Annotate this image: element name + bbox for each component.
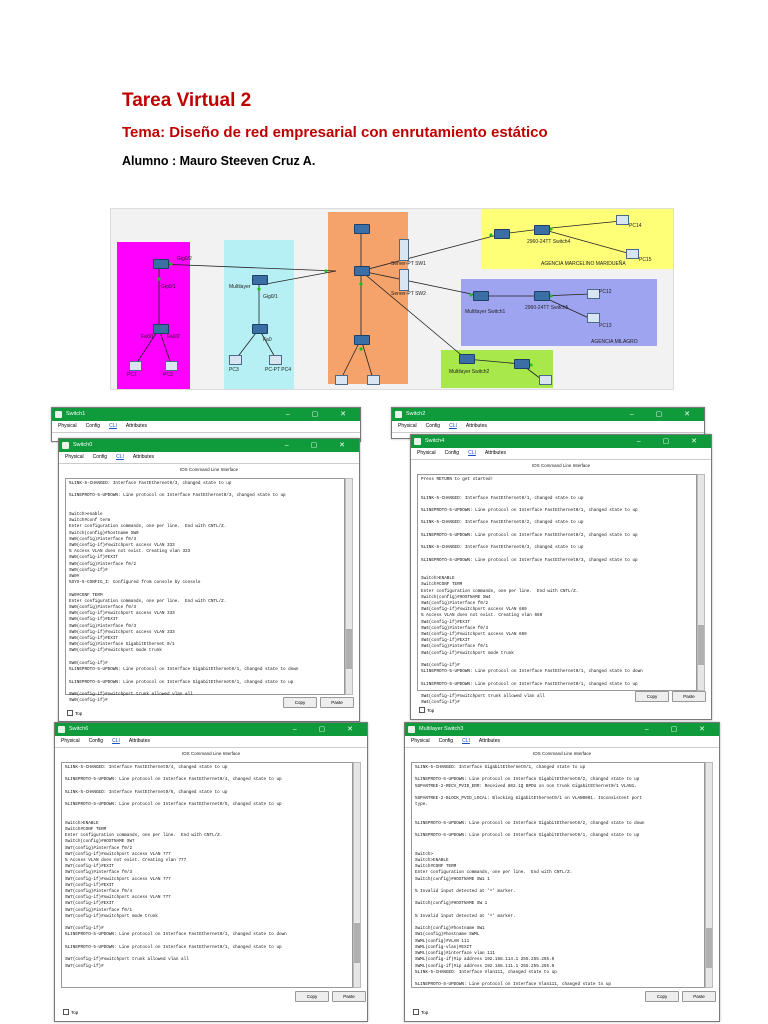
window-title: Switch1 bbox=[66, 411, 86, 417]
cli-line: %SPANTREE-2-BLOCK_PVID_LOCAL: Blocking GigabitEthernet0/1 on VLAN0001. Inconsistent port bbox=[415, 796, 642, 802]
checkbox-label: Top bbox=[71, 1010, 79, 1015]
cli-terminal[interactable] bbox=[61, 762, 353, 988]
cli-line: SW4(config-if)#switchport mode trunk bbox=[421, 650, 514, 656]
app-icon bbox=[62, 442, 69, 449]
cli-header: IOS Command Line Interface bbox=[531, 463, 591, 468]
tab-cli[interactable]: CLI bbox=[112, 738, 120, 744]
cli-line: SWML(config-vlan)#EXIT bbox=[415, 944, 472, 950]
server-icon bbox=[399, 239, 409, 261]
cli-line: SW7(config)#interface f0/4 bbox=[65, 889, 133, 895]
cli-line: Enter configuration commands, one per line. End with CNTL/Z. bbox=[69, 598, 227, 604]
cli-line: Enter configuration commands, one per line. End with CNTL/Z. bbox=[421, 588, 579, 594]
paste-button[interactable]: Paste bbox=[672, 691, 706, 702]
tab-config[interactable]: Config bbox=[425, 423, 441, 429]
tab-physical[interactable]: Physical bbox=[411, 738, 430, 744]
tab-bar bbox=[411, 448, 711, 460]
cli-line: SW7(config-if)#EXIT bbox=[65, 864, 114, 870]
pc-icon bbox=[165, 361, 178, 371]
cli-line: SW0(config-if)#switchport access VLAN 333 bbox=[69, 543, 175, 549]
window-titlebar[interactable] bbox=[411, 435, 711, 448]
cli-line: SW4(config-if)#EXIT bbox=[421, 638, 470, 644]
tab-config[interactable]: Config bbox=[438, 738, 454, 744]
cli-line: SW0#CONF TERM bbox=[69, 592, 103, 598]
cli-line: SW1(config)#hostname SWML bbox=[415, 932, 480, 938]
multilayer-switch-icon bbox=[252, 275, 268, 285]
cli-line: SW7(config-if)# bbox=[65, 926, 104, 932]
app-icon bbox=[58, 726, 65, 733]
cli-line: SW7(config)#interface f0/2 bbox=[65, 845, 133, 851]
cli-line: SWML(config)#VLAN 111 bbox=[415, 938, 470, 944]
cli-line: %LINEPROTO-5-UPDOWN: Line protocol on Interface GigabitEthernet0/2, changed state to up bbox=[415, 777, 640, 783]
cli-line: SW0(config)#interface f0/3 bbox=[69, 605, 137, 611]
window-controls[interactable]: – ▢ ✕ bbox=[644, 726, 715, 733]
cli-line: SW0(config-if)#switchport access VLAN 333 bbox=[69, 629, 175, 635]
cli-line: SW7(config-if)#switchport trunk allowed vlan all bbox=[65, 957, 189, 963]
cli-line: %LINEPROTO-5-UPDOWN: Line protocol on Interface GigabitEthernet0/1, changed state to up bbox=[69, 679, 294, 685]
cli-line: SW4(config)#interface f0/1 bbox=[421, 644, 489, 650]
router-icon bbox=[354, 224, 370, 234]
cli-line: %LINEPROTO-5-UPDOWN: Line protocol on Interface FastEthernet0/1, changed state to up bbox=[65, 944, 282, 950]
pc-icon bbox=[539, 375, 552, 385]
cli-line: Switch#CONF TERM bbox=[421, 582, 463, 588]
device-label: PC14 bbox=[629, 223, 642, 229]
window-controls[interactable]: – ▢ ✕ bbox=[292, 726, 363, 733]
switch-icon bbox=[153, 324, 169, 334]
cli-line: %LINK-5-CHANGED: Interface FastEthernet0/1, changed state to up bbox=[421, 495, 584, 501]
pc-icon bbox=[269, 355, 282, 365]
checkbox-box[interactable] bbox=[419, 707, 425, 713]
paste-button[interactable]: Paste bbox=[320, 697, 354, 708]
cli-line: % Invalid input detected at '^' marker. bbox=[415, 913, 516, 919]
cli-line: Switch(config)#HOSTNAME SW4 bbox=[421, 594, 491, 600]
cli-line: %LINEPROTO-5-UPDOWN: Line protocol on Interface GigabitEthernet0/1, changed state to up bbox=[415, 833, 640, 839]
cli-line: SW0(config)#interface f0/3 bbox=[69, 536, 137, 542]
tab-config[interactable]: Config bbox=[92, 454, 108, 460]
paste-button[interactable]: Paste bbox=[332, 991, 366, 1002]
cli-line: %LINEPROTO-5-UPDOWN: Line protocol on Interface FastEthernet0/5, changed state to up bbox=[65, 802, 282, 808]
scroll-thumb[interactable] bbox=[354, 923, 360, 963]
switch-icon bbox=[514, 359, 530, 369]
port-label: Fa0/2 bbox=[167, 334, 180, 340]
cli-header: IOS Command Line Interface bbox=[179, 467, 239, 472]
app-icon bbox=[55, 411, 62, 418]
cli-header: IOS Command Line Interface bbox=[532, 751, 592, 756]
top-checkbox[interactable] bbox=[67, 710, 82, 716]
switch-icon bbox=[153, 259, 169, 269]
device-label: Server-PT SW1 bbox=[391, 261, 426, 267]
tab-cli[interactable]: CLI bbox=[116, 454, 124, 460]
tab-attributes[interactable]: Attributes bbox=[478, 738, 500, 744]
tab-config[interactable]: Config bbox=[444, 450, 460, 456]
cli-line: %LINK-5-CHANGED: Interface FastEthernet0/2, changed state to up bbox=[421, 520, 584, 526]
switch-icon bbox=[252, 324, 268, 334]
cli-line: %SPANTREE-2-RECV_PVID_ERR: Received 802.1Q BPDU on non trunk GigabitEthernet0/1 VLAN1. bbox=[415, 783, 637, 789]
cli-line: %LINEPROTO-5-UPDOWN: Line protocol on Interface FastEthernet0/1, changed state to down bbox=[421, 669, 643, 675]
tab-config[interactable]: Config bbox=[85, 423, 101, 429]
tab-attributes[interactable]: Attributes bbox=[465, 423, 487, 429]
cli-line: SWML(config-if)#ip address 192.168.114.1 255.255.255.0 bbox=[415, 957, 555, 963]
checkbox-box[interactable] bbox=[63, 1009, 69, 1015]
tab-bar bbox=[52, 421, 360, 433]
cli-line: Switch(config)#HOSTNAME SW1 1 bbox=[415, 876, 490, 882]
multilayer-switch-icon bbox=[354, 266, 370, 276]
cli-line: SW0(config-if)#switchport access VLAN 333 bbox=[69, 611, 175, 617]
cli-terminal[interactable] bbox=[411, 762, 705, 988]
window-title: Multilayer Switch3 bbox=[419, 726, 464, 732]
device-label: PC13 bbox=[599, 323, 612, 329]
copy-button[interactable]: Copy bbox=[295, 991, 329, 1002]
device-label: Multilayer bbox=[229, 284, 251, 290]
cli-line: SW0(config-if)# bbox=[69, 660, 108, 666]
device-label: Server-PT SW2 bbox=[391, 291, 426, 297]
cli-line: SW0(config-if)#switchport trunk allowed vlan all bbox=[69, 691, 193, 697]
window-controls[interactable]: – ▢ ✕ bbox=[284, 442, 355, 449]
port-label: Fa0/1 bbox=[141, 334, 154, 340]
cli-line: SW7(config-if)#switchport mode trunk bbox=[65, 913, 158, 919]
switch4-window bbox=[410, 434, 712, 720]
tab-attributes[interactable]: Attributes bbox=[128, 738, 150, 744]
window-title: Switch0 bbox=[73, 442, 93, 448]
cli-line: SW0(config-if)# bbox=[69, 567, 108, 573]
window-titlebar[interactable] bbox=[392, 408, 704, 421]
cli-line: % Invalid input detected at '^' marker. bbox=[415, 889, 516, 895]
checkbox-box[interactable] bbox=[67, 710, 73, 716]
device-label: PC15 bbox=[639, 257, 652, 263]
tab-bar bbox=[59, 452, 359, 464]
tab-bar bbox=[392, 421, 704, 433]
cli-line: type. bbox=[415, 802, 428, 808]
switch1-window bbox=[51, 407, 361, 442]
device-label: Multilayer Switch2 bbox=[449, 369, 490, 375]
cli-line: %LINK-5-CHANGED: Interface FastEthernet0/3, changed state to up bbox=[421, 545, 584, 551]
cli-line: Switch(config)#hostname SW0 bbox=[69, 530, 139, 536]
cli-line: SW0(config)#interface f0/2 bbox=[69, 561, 137, 567]
tab-attributes[interactable]: Attributes bbox=[125, 423, 147, 429]
device-label: 2960-24TT Switch4 bbox=[527, 239, 571, 245]
switch6-window bbox=[54, 722, 368, 1022]
network-topology-diagram bbox=[110, 208, 674, 390]
tab-cli[interactable]: CLI bbox=[468, 450, 476, 456]
copy-button[interactable]: Copy bbox=[283, 697, 317, 708]
pc-icon bbox=[335, 375, 348, 385]
cli-line: Switch>ENABLE bbox=[415, 858, 449, 864]
pc-icon bbox=[229, 355, 242, 365]
tab-bar bbox=[405, 736, 719, 748]
cli-line: SW4(config-if)#EXIT bbox=[421, 619, 470, 625]
cli-line: %LINEPROTO-5-UPDOWN: Line protocol on Interface Vlan111, changed state to up bbox=[415, 982, 611, 988]
cli-line: SWML(config-if)#ip address 192.168.111.1 255.255.255.0 bbox=[415, 963, 555, 969]
app-icon bbox=[408, 726, 415, 733]
window-titlebar[interactable] bbox=[405, 723, 719, 736]
cli-line: % Access VLAN does not exist. Creating vlan 333 bbox=[69, 549, 191, 555]
cli-line: SW0(config)#interface GigabitEthernet 0/1 bbox=[69, 642, 175, 648]
cli-line: SW7(config-if)#switchport access VLAN 777 bbox=[65, 876, 171, 882]
cli-line: %LINEPROTO-5-UPDOWN: Line protocol on Interface FastEthernet0/1, changed state to up bbox=[421, 681, 638, 687]
cli-line: SW4(config-if)#switchport trunk allowed vlan all bbox=[421, 694, 545, 700]
pc-icon bbox=[367, 375, 380, 385]
cli-line: Switch#CONF TERM bbox=[65, 827, 107, 833]
cli-line: Switch#conf term bbox=[69, 518, 111, 524]
cli-line: %LINK-5-CHANGED: Interface FastEthernet0/3, changed state to up bbox=[69, 481, 232, 486]
cli-line: SW0# bbox=[69, 574, 80, 580]
port-label: Gig0/2 bbox=[177, 256, 192, 262]
paste-button[interactable]: Paste bbox=[682, 991, 716, 1002]
link-lines bbox=[111, 209, 673, 389]
cli-line: SW7(config-if)#EXIT bbox=[65, 882, 114, 888]
cli-line: SW0(config-if)# bbox=[69, 698, 108, 704]
cli-line: %LINK-5-CHANGED: Interface GigabitEthernet0/1, changed state to up bbox=[415, 765, 586, 770]
scrollbar[interactable] bbox=[345, 478, 353, 695]
cli-line: Switch>ENABLE bbox=[421, 576, 455, 582]
port-label: Fa0 bbox=[263, 337, 272, 343]
scroll-thumb[interactable] bbox=[698, 625, 704, 665]
tab-attributes[interactable]: Attributes bbox=[132, 454, 154, 460]
tab-physical[interactable]: Physical bbox=[417, 450, 436, 456]
scroll-thumb[interactable] bbox=[346, 629, 352, 669]
cli-line: SWML(config)#interface vlan 111 bbox=[415, 951, 495, 957]
tab-attributes[interactable]: Attributes bbox=[484, 450, 506, 456]
scrollbar[interactable] bbox=[353, 762, 361, 988]
zone-label: AGENCIA MARCELINO MARIDUEÑA bbox=[541, 261, 626, 267]
author-line: Alumno : Mauro Steeven Cruz A. bbox=[122, 154, 316, 168]
switch-icon bbox=[534, 291, 550, 301]
cli-line: SW4(config)#interface f0/3 bbox=[421, 625, 489, 631]
cli-line: %LINEPROTO-5-UPDOWN: Line protocol on Interface FastEthernet0/4, changed state to up bbox=[65, 777, 282, 783]
pc-icon bbox=[616, 215, 629, 225]
cli-line: SW4(config-if)#switchport access VLAN 669 bbox=[421, 632, 527, 638]
device-label: PC1 bbox=[127, 372, 137, 378]
tab-cli[interactable]: CLI bbox=[449, 423, 457, 429]
window-titlebar[interactable] bbox=[52, 408, 360, 421]
cli-line: %LINEPROTO-5-UPDOWN: Line protocol on Interface FastEthernet0/3, changed state to up bbox=[421, 557, 638, 563]
window-controls[interactable]: – ▢ ✕ bbox=[285, 411, 356, 418]
top-checkbox[interactable] bbox=[413, 1009, 428, 1015]
cli-line: Switch(config)#HOSTNAME SW7 bbox=[65, 839, 135, 845]
cli-line: SW7(config-if)#switchport access VLAN 777 bbox=[65, 895, 171, 901]
top-checkbox[interactable] bbox=[63, 1009, 78, 1015]
cli-line: %LINK-5-CHANGED: Interface FastEthernet0/5, changed state to up bbox=[65, 789, 228, 795]
cli-line: Switch>enable bbox=[69, 512, 103, 518]
switch0-window bbox=[58, 438, 360, 722]
cli-line: SW0(config-if)#switchport mode trunk bbox=[69, 648, 162, 654]
pc-icon bbox=[626, 249, 639, 259]
window-title: Switch4 bbox=[425, 438, 445, 444]
cli-line: %LINEPROTO-5-UPDOWN: Line protocol on Interface FastEthernet0/3, changed state to up bbox=[69, 493, 286, 499]
tab-config[interactable]: Config bbox=[88, 738, 104, 744]
cli-line: Switch(config)#hostname SW1 bbox=[415, 926, 485, 932]
server-icon bbox=[399, 269, 409, 291]
copy-button[interactable]: Copy bbox=[635, 691, 669, 702]
cli-line: Switch>ENABLE bbox=[65, 820, 99, 826]
window-titlebar[interactable] bbox=[59, 439, 359, 452]
cli-line: SW7(config-if)# bbox=[65, 963, 104, 969]
app-icon bbox=[414, 438, 421, 445]
copy-button[interactable]: Copy bbox=[645, 991, 679, 1002]
cli-line: %LINK-5-CHANGED: Interface Vlan111, changed state to up bbox=[415, 969, 557, 975]
top-checkbox[interactable] bbox=[419, 707, 434, 713]
tab-physical[interactable]: Physical bbox=[65, 454, 84, 460]
cli-line: % Access VLAN does not exist. Creating vlan 669 bbox=[421, 613, 543, 619]
device-label: PC2 bbox=[163, 372, 173, 378]
port-label: Gig0/1 bbox=[263, 294, 278, 300]
cli-line: % Access VLAN does not exist. Creating vlan 777 bbox=[65, 858, 187, 864]
cli-line: SW0(config)#interface f0/3 bbox=[69, 623, 137, 629]
cli-line: SW7(config-if)#switchport access VLAN 777 bbox=[65, 851, 171, 857]
device-label: 2960-24TT Switch5 bbox=[525, 305, 569, 311]
switch-icon bbox=[354, 335, 370, 345]
cli-line: Press RETURN to get started! bbox=[421, 477, 494, 482]
cli-line: Switch> bbox=[415, 851, 434, 857]
cli-line: SW4(config-if)# bbox=[421, 663, 460, 669]
cli-line: Enter configuration commands, one per line. End with CNTL/Z. bbox=[65, 833, 223, 839]
cli-line: SW4(config)#interface f0/2 bbox=[421, 601, 489, 607]
cli-line: Switch(config)#HOSTNAME SW 1 bbox=[415, 901, 488, 907]
scroll-thumb[interactable] bbox=[706, 928, 712, 968]
window-title: Switch2 bbox=[406, 411, 426, 417]
device-label: PC12 bbox=[599, 289, 612, 295]
checkbox-label: Top bbox=[427, 708, 435, 713]
pc-icon bbox=[129, 361, 142, 371]
multilayer-switch3-window bbox=[404, 722, 720, 1022]
document-subtitle: Tema: Diseño de red empresarial con enrutamiento estático bbox=[122, 124, 548, 141]
cli-line: %LINK-5-CHANGED: Interface FastEthernet0/4, changed state to up bbox=[65, 765, 228, 770]
tab-physical[interactable]: Physical bbox=[58, 423, 77, 429]
scrollbar[interactable] bbox=[697, 474, 705, 691]
cli-line: %LINEPROTO-5-UPDOWN: Line protocol on Interface FastEthernet0/1, changed state to up bbox=[421, 508, 638, 514]
cli-line: SW0(config-if)#EXIT bbox=[69, 636, 118, 642]
tab-physical[interactable]: Physical bbox=[398, 423, 417, 429]
device-label: PC3 bbox=[229, 367, 239, 373]
cli-line: SW4(config-if)# bbox=[421, 700, 460, 706]
cli-line: %LINEPROTO-5-UPDOWN: Line protocol on Interface GigabitEthernet0/2, changed state to down bbox=[415, 820, 645, 826]
cli-line: SW0(config-if)#EXIT bbox=[69, 617, 118, 623]
cli-line: SW7(config)#interface f0/1 bbox=[65, 907, 133, 913]
tab-cli[interactable]: CLI bbox=[109, 423, 117, 429]
cli-line: SW4(config-if)#switchport access VLAN 669 bbox=[421, 607, 527, 613]
tab-cli[interactable]: CLI bbox=[462, 738, 470, 744]
checkbox-label: Top bbox=[75, 711, 83, 716]
scrollbar[interactable] bbox=[705, 762, 713, 988]
cli-line: Enter configuration commands, one per line. End with CNTL/Z. bbox=[69, 524, 227, 530]
app-icon bbox=[395, 411, 402, 418]
multilayer-switch-icon bbox=[494, 229, 510, 239]
window-title: Switch6 bbox=[69, 726, 89, 732]
multilayer-switch-icon bbox=[459, 354, 475, 364]
checkbox-box[interactable] bbox=[413, 1009, 419, 1015]
cli-line: Enter configuration commands, one per line. End with CNTL/Z. bbox=[415, 870, 573, 876]
checkbox-label: Top bbox=[421, 1010, 429, 1015]
switch-icon bbox=[534, 225, 550, 235]
window-titlebar[interactable] bbox=[55, 723, 367, 736]
tab-physical[interactable]: Physical bbox=[61, 738, 80, 744]
cli-line: SW7(config-if)#EXIT bbox=[65, 901, 114, 907]
cli-line: %LINEPROTO-5-UPDOWN: Line protocol on Interface FastEthernet0/1, changed state to down bbox=[65, 932, 287, 938]
pc-icon bbox=[587, 313, 600, 323]
cli-line: SW7(config)#interface f0/3 bbox=[65, 870, 133, 876]
cli-header: IOS Command Line Interface bbox=[181, 751, 241, 756]
window-controls[interactable]: – ▢ ✕ bbox=[636, 438, 707, 445]
cli-line: Switch#CONF TERM bbox=[415, 864, 457, 870]
multilayer-switch-icon bbox=[473, 291, 489, 301]
window-controls[interactable]: – ▢ ✕ bbox=[629, 411, 700, 418]
device-label: PC-PT PC4 bbox=[265, 367, 292, 373]
cli-line: SW0(config-if)#EXIT bbox=[69, 555, 118, 561]
cli-line: %LINEPROTO-5-UPDOWN: Line protocol on Interface FastEthernet0/2, changed state to up bbox=[421, 532, 638, 538]
cli-line: %LINEPROTO-5-UPDOWN: Line protocol on Interface GigabitEthernet0/1, changed state to down bbox=[69, 667, 299, 673]
device-label: Multilayer Switch1 bbox=[465, 309, 506, 315]
port-label: Gig0/1 bbox=[161, 284, 176, 290]
cli-line: %SYS-5-CONFIG_I: Configured from console by console bbox=[69, 580, 201, 586]
tab-bar bbox=[55, 736, 367, 748]
document-title: Tarea Virtual 2 bbox=[122, 90, 252, 111]
zone-label: AGENCIA MILAGRO bbox=[591, 339, 638, 345]
